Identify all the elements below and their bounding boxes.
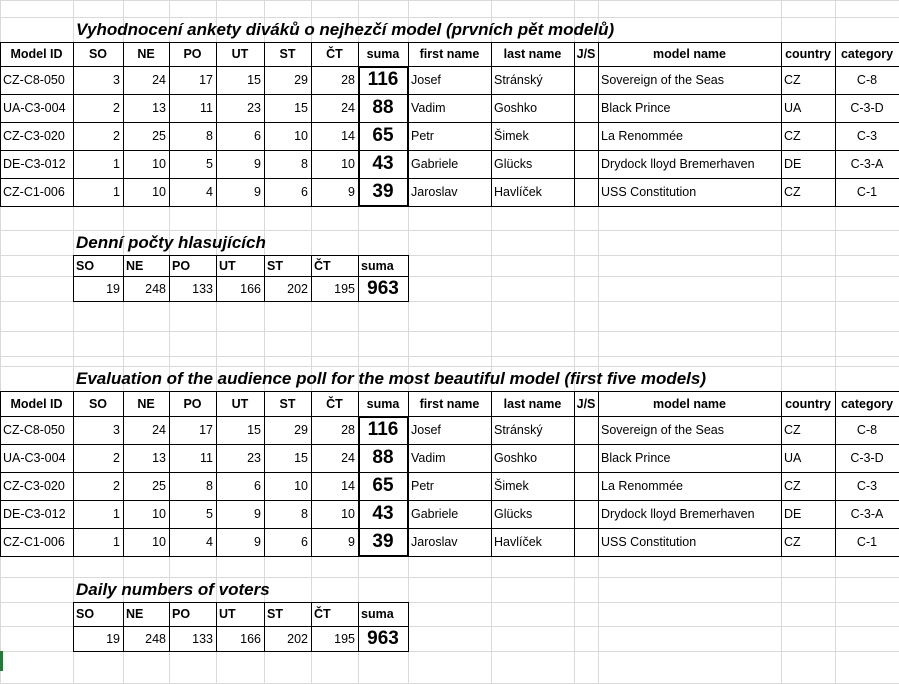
table-cell-ut[interactable]: 6 [254, 129, 261, 143]
daily-value-3[interactable]: 166 [240, 281, 261, 296]
table-cell-ct[interactable]: 9 [348, 185, 355, 199]
table-cell-suma[interactable]: 116 [367, 419, 399, 440]
header-model[interactable]: model name [653, 396, 726, 411]
cell-border [574, 42, 575, 207]
daily-header-0[interactable]: SO [76, 258, 95, 273]
daily-value-6[interactable]: 963 [367, 277, 399, 299]
table-cell-country[interactable]: DE [784, 157, 802, 171]
table-cell-first[interactable]: Gabriele [411, 157, 459, 171]
cell-border [169, 602, 170, 652]
table-cell-ct[interactable]: 14 [341, 479, 355, 493]
table-cell-so[interactable]: 2 [113, 479, 120, 493]
daily-value-4[interactable]: 202 [287, 281, 308, 296]
table-cell-category[interactable]: C-3-A [850, 157, 884, 171]
cell-border [0, 94, 899, 95]
cell-border [358, 255, 359, 302]
table-cell-suma[interactable]: 39 [372, 531, 394, 552]
daily-value-0[interactable]: 19 [106, 281, 120, 296]
table-cell-st[interactable]: 8 [301, 157, 308, 171]
table-cell-ct[interactable]: 24 [341, 101, 355, 115]
table-cell-country[interactable]: DE [784, 507, 802, 521]
cell-border [169, 391, 170, 557]
cell-border [0, 416, 899, 417]
table-cell-js[interactable] [574, 528, 598, 556]
header-so[interactable]: SO [88, 47, 108, 61]
cell-border [408, 602, 409, 652]
table-cell-first[interactable]: Petr [411, 129, 434, 143]
daily-header-3[interactable]: UT [219, 258, 236, 273]
cell-border [264, 42, 265, 207]
table-cell-ne[interactable]: 24 [152, 73, 166, 87]
table-cell-st[interactable]: 10 [294, 129, 308, 143]
table-cell-js[interactable] [574, 500, 598, 528]
table-cell-ct[interactable]: 28 [341, 73, 355, 87]
table-cell-js[interactable] [574, 178, 598, 206]
daily-value-4[interactable]: 202 [287, 631, 308, 646]
table-cell-last[interactable]: Stránský [494, 423, 543, 437]
table-cell-ne[interactable]: 13 [152, 451, 166, 465]
table-cell-st[interactable]: 8 [301, 507, 308, 521]
header-first[interactable]: first name [419, 396, 480, 411]
header-js[interactable]: J/S [576, 396, 596, 411]
table-cell-suma[interactable]: 88 [372, 97, 394, 118]
table-cell-st[interactable]: 6 [301, 535, 308, 549]
header-id[interactable]: Model ID [10, 396, 63, 411]
table-cell-so[interactable]: 1 [113, 535, 120, 549]
table-cell-suma[interactable]: 43 [372, 153, 394, 174]
header-ne[interactable]: NE [137, 396, 155, 411]
table-cell-id[interactable]: CZ-C1-006 [3, 185, 65, 199]
cell-border [598, 42, 599, 207]
cell-border [358, 602, 359, 652]
cell-border [0, 122, 899, 123]
table-cell-last[interactable]: Glücks [494, 507, 533, 521]
table-cell-model[interactable]: Sovereign of the Seas [601, 423, 724, 437]
cell-border [123, 255, 124, 302]
header-ut[interactable]: UT [231, 396, 249, 411]
table-cell-category[interactable]: C-1 [856, 535, 878, 549]
section_en-title[interactable]: Evaluation of the audience poll for the most beautiful model (first five models) [76, 368, 707, 388]
table-cell-model[interactable]: La Renommée [601, 479, 683, 493]
table-cell-po[interactable]: 11 [200, 451, 213, 465]
daily-header-1[interactable]: NE [126, 607, 144, 621]
cell-border [491, 391, 492, 557]
gridline-row [0, 0, 899, 1]
daily-header-3[interactable]: UT [219, 607, 236, 621]
cell-border [264, 602, 265, 652]
daily-header-4[interactable]: ST [267, 258, 283, 273]
cell-border [311, 255, 312, 302]
daily-header-1[interactable]: NE [126, 258, 144, 273]
table-cell-ct[interactable]: 9 [348, 535, 355, 549]
header-ct[interactable]: ČT [326, 396, 343, 411]
table-cell-model[interactable]: Drydock lloyd Bremerhaven [601, 157, 755, 171]
header-st[interactable]: ST [279, 396, 296, 411]
table-cell-ut[interactable]: 9 [254, 507, 261, 521]
table-cell-first[interactable]: Jaroslav [411, 535, 458, 549]
cell-border [311, 42, 312, 207]
table-cell-so[interactable]: 1 [113, 157, 120, 171]
table-cell-id[interactable]: CZ-C8-050 [3, 423, 65, 437]
cell-border [0, 391, 899, 392]
table-cell-st[interactable]: 29 [294, 73, 308, 87]
table-cell-js[interactable] [574, 416, 598, 444]
table-cell-po[interactable]: 4 [206, 535, 213, 549]
table-cell-category[interactable]: C-3-D [850, 451, 884, 465]
daily-value-2[interactable]: 133 [192, 281, 213, 296]
table-cell-country[interactable]: UA [784, 101, 802, 115]
table-cell-ne[interactable]: 10 [152, 157, 166, 171]
header-model[interactable]: model name [653, 47, 726, 61]
cell-border [73, 255, 74, 302]
table-cell-so[interactable]: 3 [113, 73, 120, 87]
active-row-indicator [0, 651, 3, 671]
daily-value-5[interactable]: 195 [334, 631, 355, 646]
table-cell-st[interactable]: 15 [294, 451, 308, 465]
table-cell-suma[interactable]: 116 [367, 69, 399, 90]
table-cell-first[interactable]: Vadim [411, 101, 446, 115]
table-cell-ne[interactable]: 10 [152, 185, 166, 199]
cell-border [835, 391, 836, 557]
cell-border [0, 150, 899, 151]
cell-border [835, 42, 836, 207]
table-cell-id[interactable]: CZ-C3-020 [3, 479, 65, 493]
cell-border [264, 255, 265, 302]
table-cell-first[interactable]: Petr [411, 479, 434, 493]
table-cell-ne[interactable]: 25 [152, 479, 166, 493]
cell-border [0, 472, 899, 473]
cell-border [358, 66, 360, 207]
header-js[interactable]: J/S [576, 47, 596, 61]
table-cell-first[interactable]: Gabriele [411, 507, 459, 521]
table-cell-js[interactable] [574, 66, 598, 94]
table-cell-last[interactable]: Havlíček [494, 185, 542, 199]
cell-border [73, 42, 74, 207]
table-cell-po[interactable]: 5 [206, 157, 213, 171]
gridline-row [0, 356, 899, 357]
gridline-row [0, 331, 899, 332]
table-cell-st[interactable]: 10 [294, 479, 308, 493]
cell-border [358, 416, 360, 557]
table-cell-first[interactable]: Josef [411, 73, 441, 87]
table-cell-model[interactable]: USS Constitution [601, 185, 697, 199]
table-cell-ct[interactable]: 10 [341, 507, 355, 521]
table-cell-st[interactable]: 15 [294, 101, 308, 115]
table-cell-country[interactable]: CZ [784, 423, 801, 437]
table-cell-js[interactable] [574, 94, 598, 122]
table-cell-id[interactable]: CZ-C3-020 [3, 129, 65, 143]
cell-border [123, 42, 124, 207]
table-cell-ut[interactable]: 9 [254, 535, 261, 549]
daily-value-6[interactable]: 963 [367, 627, 399, 649]
table-cell-ne[interactable]: 13 [152, 101, 166, 115]
header-st[interactable]: ST [279, 47, 296, 61]
table-cell-country[interactable]: UA [784, 451, 802, 465]
daily-value-2[interactable]: 133 [192, 631, 213, 646]
table-cell-so[interactable]: 2 [113, 101, 120, 115]
cell-border [0, 206, 899, 207]
table-cell-js[interactable] [574, 472, 598, 500]
header-so[interactable]: SO [88, 396, 108, 411]
cell-border [407, 416, 409, 557]
table-cell-last[interactable]: Glücks [494, 157, 533, 171]
cell-border [264, 391, 265, 557]
table-cell-ct[interactable]: 10 [341, 157, 355, 171]
table-cell-so[interactable]: 3 [113, 423, 120, 437]
table-cell-ut[interactable]: 6 [254, 479, 261, 493]
cell-border [311, 391, 312, 557]
table-cell-country[interactable]: CZ [784, 129, 801, 143]
table-cell-ut[interactable]: 23 [247, 101, 261, 115]
daily-header-0[interactable]: SO [76, 607, 95, 621]
cell-border [216, 42, 217, 207]
cell-border [0, 444, 899, 445]
cell-border [0, 391, 1, 557]
table-cell-suma[interactable]: 65 [372, 475, 394, 496]
table-cell-id[interactable]: UA-C3-004 [3, 101, 66, 115]
header-po[interactable]: PO [183, 47, 202, 61]
cell-border [781, 391, 782, 557]
table-cell-suma[interactable]: 65 [372, 125, 394, 146]
table-cell-ut[interactable]: 23 [247, 451, 261, 465]
cell-border [598, 391, 599, 557]
header-id[interactable]: Model ID [10, 47, 63, 61]
cell-border [358, 66, 409, 68]
header-category[interactable]: category [840, 47, 894, 61]
table-cell-ut[interactable]: 9 [254, 157, 261, 171]
table-cell-po[interactable]: 11 [200, 101, 213, 115]
daily-header-4[interactable]: ST [267, 607, 283, 621]
table-cell-ut[interactable]: 15 [247, 73, 261, 87]
table-cell-suma[interactable]: 43 [372, 503, 394, 524]
daily-header-2[interactable]: PO [172, 607, 191, 621]
header-po[interactable]: PO [183, 396, 202, 411]
table-cell-country[interactable]: CZ [784, 185, 801, 199]
header-ct[interactable]: ČT [326, 47, 343, 61]
table-cell-po[interactable]: 8 [206, 129, 213, 143]
table-cell-id[interactable]: DE-C3-012 [3, 157, 66, 171]
daily-value-1[interactable]: 248 [145, 631, 166, 646]
table-cell-po[interactable]: 8 [206, 479, 213, 493]
table-cell-first[interactable]: Jaroslav [411, 185, 458, 199]
cell-border [358, 555, 409, 557]
cell-border [0, 500, 899, 501]
section_cz-daily-title[interactable]: Denní počty hlasujících [76, 232, 266, 252]
table-cell-ne[interactable]: 25 [152, 129, 166, 143]
header-first[interactable]: first name [419, 47, 480, 61]
table-cell-country[interactable]: CZ [784, 479, 801, 493]
table-cell-last[interactable]: Stránský [494, 73, 543, 87]
daily-header-5[interactable]: ČT [314, 607, 331, 621]
cell-border [0, 42, 899, 43]
daily-value-1[interactable]: 248 [145, 281, 166, 296]
table-cell-suma[interactable]: 88 [372, 447, 394, 468]
section_en-daily-title[interactable]: Daily numbers of voters [76, 579, 270, 599]
table-cell-st[interactable]: 6 [301, 185, 308, 199]
table-cell-ct[interactable]: 24 [341, 451, 355, 465]
cell-border [123, 391, 124, 557]
table-cell-country[interactable]: CZ [784, 73, 801, 87]
header-suma[interactable]: suma [366, 396, 400, 411]
table-cell-po[interactable]: 5 [206, 507, 213, 521]
daily-value-3[interactable]: 166 [240, 631, 261, 646]
table-cell-po[interactable]: 17 [199, 73, 213, 87]
table-cell-ne[interactable]: 24 [152, 423, 166, 437]
table-cell-last[interactable]: Havlíček [494, 535, 542, 549]
table-cell-id[interactable]: CZ-C1-006 [3, 535, 65, 549]
table-cell-so[interactable]: 1 [113, 185, 120, 199]
table-cell-last[interactable]: Šimek [494, 129, 529, 143]
cell-border [0, 556, 899, 557]
header-last[interactable]: last name [503, 47, 562, 61]
daily-value-5[interactable]: 195 [334, 281, 355, 296]
daily-header-6[interactable]: suma [361, 607, 394, 621]
cell-border [216, 255, 217, 302]
header-last[interactable]: last name [503, 396, 562, 411]
header-category[interactable]: category [840, 396, 894, 411]
table-cell-model[interactable]: USS Constitution [601, 535, 697, 549]
daily-header-5[interactable]: ČT [314, 258, 331, 273]
cell-border [408, 255, 409, 302]
table-cell-suma[interactable]: 39 [372, 181, 394, 202]
cell-border [0, 528, 899, 529]
daily-value-0[interactable]: 19 [106, 631, 120, 646]
table-cell-ut[interactable]: 9 [254, 185, 261, 199]
table-cell-model[interactable]: Sovereign of the Seas [601, 73, 724, 87]
table-cell-last[interactable]: Šimek [494, 479, 529, 493]
table-cell-category[interactable]: C-1 [856, 185, 878, 199]
table-cell-ne[interactable]: 10 [152, 507, 166, 521]
daily-header-6[interactable]: suma [361, 258, 394, 273]
cell-border [358, 205, 409, 207]
table-cell-ct[interactable]: 14 [341, 129, 355, 143]
table-cell-id[interactable]: CZ-C8-050 [3, 73, 65, 87]
cell-border [781, 42, 782, 207]
table-cell-category[interactable]: C-3-A [850, 507, 884, 521]
table-cell-country[interactable]: CZ [784, 535, 801, 549]
cell-border [0, 66, 899, 67]
table-cell-model[interactable]: Black Prince [601, 101, 671, 115]
table-cell-ne[interactable]: 10 [152, 535, 166, 549]
table-cell-js[interactable] [574, 150, 598, 178]
table-cell-category[interactable]: C-3 [856, 479, 878, 493]
table-cell-po[interactable]: 17 [199, 423, 213, 437]
cell-border [358, 416, 409, 418]
table-cell-so[interactable]: 2 [113, 129, 120, 143]
table-cell-ct[interactable]: 28 [341, 423, 355, 437]
table-cell-category[interactable]: C-8 [856, 423, 878, 437]
header-country[interactable]: country [785, 396, 831, 411]
table-cell-model[interactable]: Black Prince [601, 451, 671, 465]
table-cell-js[interactable] [574, 122, 598, 150]
daily-header-2[interactable]: PO [172, 258, 191, 273]
cell-border [0, 42, 1, 207]
table-cell-id[interactable]: DE-C3-012 [3, 507, 66, 521]
table-cell-first[interactable]: Josef [411, 423, 441, 437]
table-cell-js[interactable] [574, 444, 598, 472]
cell-border [216, 391, 217, 557]
section_cz-title[interactable]: Vyhodnocení ankety diváků o nejhezčí model (prvních pět modelů) [76, 19, 615, 39]
table-cell-so[interactable]: 2 [113, 451, 120, 465]
cell-border [407, 66, 409, 207]
cell-border [73, 391, 74, 557]
table-cell-ut[interactable]: 15 [247, 423, 261, 437]
table-cell-category[interactable]: C-3-D [850, 101, 884, 115]
cell-border [0, 178, 899, 179]
header-country[interactable]: country [785, 47, 831, 61]
cell-border [123, 602, 124, 652]
table-cell-category[interactable]: C-3 [856, 129, 878, 143]
cell-border [216, 602, 217, 652]
cell-border [169, 42, 170, 207]
table-cell-first[interactable]: Vadim [411, 451, 446, 465]
header-ne[interactable]: NE [137, 47, 155, 61]
cell-border [491, 42, 492, 207]
table-cell-model[interactable]: Drydock lloyd Bremerhaven [601, 507, 755, 521]
table-cell-last[interactable]: Goshko [494, 451, 538, 465]
header-ut[interactable]: UT [231, 47, 249, 61]
cell-border [311, 602, 312, 652]
table-cell-st[interactable]: 29 [294, 423, 308, 437]
table-cell-last[interactable]: Goshko [494, 101, 538, 115]
header-suma[interactable]: suma [366, 47, 400, 61]
table-cell-po[interactable]: 4 [206, 185, 213, 199]
table-cell-model[interactable]: La Renommée [601, 129, 683, 143]
table-cell-category[interactable]: C-8 [856, 73, 878, 87]
cell-border [169, 255, 170, 302]
table-cell-so[interactable]: 1 [113, 507, 120, 521]
table-cell-id[interactable]: UA-C3-004 [3, 451, 66, 465]
cell-border [73, 602, 74, 652]
cell-border [574, 391, 575, 557]
